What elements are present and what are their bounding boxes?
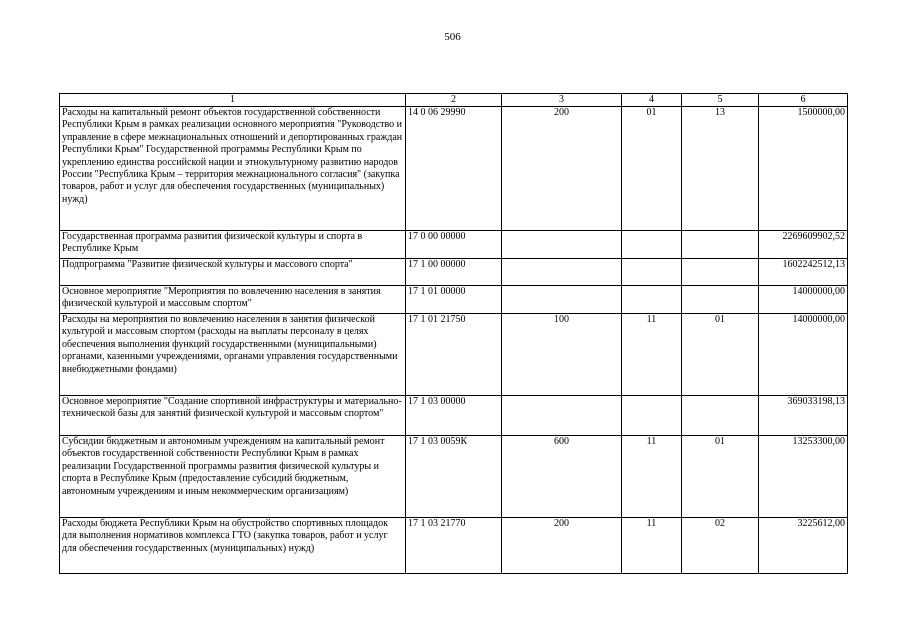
row-name: Государственная программа развития физической культуры и спорта в Республике Крым <box>60 231 406 259</box>
header-col-4: 4 <box>622 94 682 107</box>
row-expense-type <box>502 259 622 286</box>
row-sum: 2269609902,52 <box>759 231 848 259</box>
row-sum: 13253300,00 <box>759 436 848 518</box>
row-sum: 14000000,00 <box>759 314 848 396</box>
row-subsection: 01 <box>682 436 759 518</box>
header-col-2: 2 <box>406 94 502 107</box>
table-row <box>60 231 848 259</box>
row-name: Расходы бюджета Республики Крым на обустройство спортивных площадок для выполнения нормативов комплекса ГТО (закупка товаров, работ и услуг для обеспечения государственных (муниципальных) нужд) <box>60 518 406 574</box>
row-section: 01 <box>622 107 682 231</box>
header-col-3: 3 <box>502 94 622 107</box>
row-subsection: 02 <box>682 518 759 574</box>
table-row <box>60 286 848 314</box>
row-expense-type: 600 <box>502 436 622 518</box>
table-row <box>60 436 848 518</box>
table-row <box>60 259 848 286</box>
row-sum: 1500000,00 <box>759 107 848 231</box>
row-sum: 1602242512,13 <box>759 259 848 286</box>
row-subsection <box>682 396 759 436</box>
row-code: 17 1 00 00000 <box>406 259 502 286</box>
header-col-6: 6 <box>759 94 848 107</box>
row-name: Расходы на мероприятия по вовлечению населения в занятия физической культурой и массовым спортом (расходы на выплаты персоналу в целях обеспечения выполнения функций государственными (муниципальными) органами, казенными учреждениями, органами управления государственными внебюджетными фондами) <box>60 314 406 396</box>
row-expense-type <box>502 231 622 259</box>
table-row <box>60 518 848 574</box>
row-name: Основное мероприятие "Создание спортивной инфраструктуры и материально-технической базы для занятий физической культурой и массовым спортом" <box>60 396 406 436</box>
row-expense-type <box>502 286 622 314</box>
table-row <box>60 107 848 231</box>
header-col-5: 5 <box>682 94 759 107</box>
budget-table <box>59 93 848 574</box>
row-expense-type: 100 <box>502 314 622 396</box>
row-subsection <box>682 286 759 314</box>
row-section <box>622 231 682 259</box>
row-name: Субсидии бюджетным и автономным учреждениям на капитальный ремонт объектов государственной собственности Республики Крым в рамках реализации Государственной программы развития физической культуры и спорта в Республике Крым (предоставление субсидий бюджетным, автономным учреждениям и иным некоммерческим организациям) <box>60 436 406 518</box>
row-section: 11 <box>622 518 682 574</box>
page-number: 506 <box>444 31 461 43</box>
row-sum: 369033198,13 <box>759 396 848 436</box>
row-code: 17 1 03 00000 <box>406 396 502 436</box>
row-code: 17 1 03 0059К <box>406 436 502 518</box>
row-subsection <box>682 231 759 259</box>
row-code: 17 1 01 21750 <box>406 314 502 396</box>
row-subsection <box>682 259 759 286</box>
row-name: Основное мероприятие "Мероприятия по вовлечению населения в занятия физической культурой и массовым спортом" <box>60 286 406 314</box>
table-row <box>60 314 848 396</box>
row-section <box>622 259 682 286</box>
row-section: 11 <box>622 314 682 396</box>
row-code: 14 0 06 29990 <box>406 107 502 231</box>
row-expense-type: 200 <box>502 107 622 231</box>
row-code: 17 1 03 21770 <box>406 518 502 574</box>
row-code: 17 1 01 00000 <box>406 286 502 314</box>
row-name: Подпрограмма "Развитие физической культуры и массового спорта" <box>60 259 406 286</box>
table-row <box>60 396 848 436</box>
row-code: 17 0 00 00000 <box>406 231 502 259</box>
header-col-1: 1 <box>60 94 406 107</box>
row-name: Расходы на капитальный ремонт объектов государственной собственности Республики Крым в рамках реализации основного мероприятия "Руководство и управление в сфере межнациональных отношений и депортированных граждан Республики Крым" Государственной программы Республики Крым по укреплению единства российской нации и этнокультурному развитию народов России "Республика Крым – территория межнационального согласия" (закупка товаров, работ и услуг для обеспечения государственных (муниципальных) нужд) <box>60 107 406 231</box>
row-subsection: 13 <box>682 107 759 231</box>
table-header-row <box>60 94 848 107</box>
row-section <box>622 396 682 436</box>
row-sum: 3225612,00 <box>759 518 848 574</box>
row-section <box>622 286 682 314</box>
row-expense-type <box>502 396 622 436</box>
row-expense-type: 200 <box>502 518 622 574</box>
row-sum: 14000000,00 <box>759 286 848 314</box>
row-subsection: 01 <box>682 314 759 396</box>
row-section: 11 <box>622 436 682 518</box>
